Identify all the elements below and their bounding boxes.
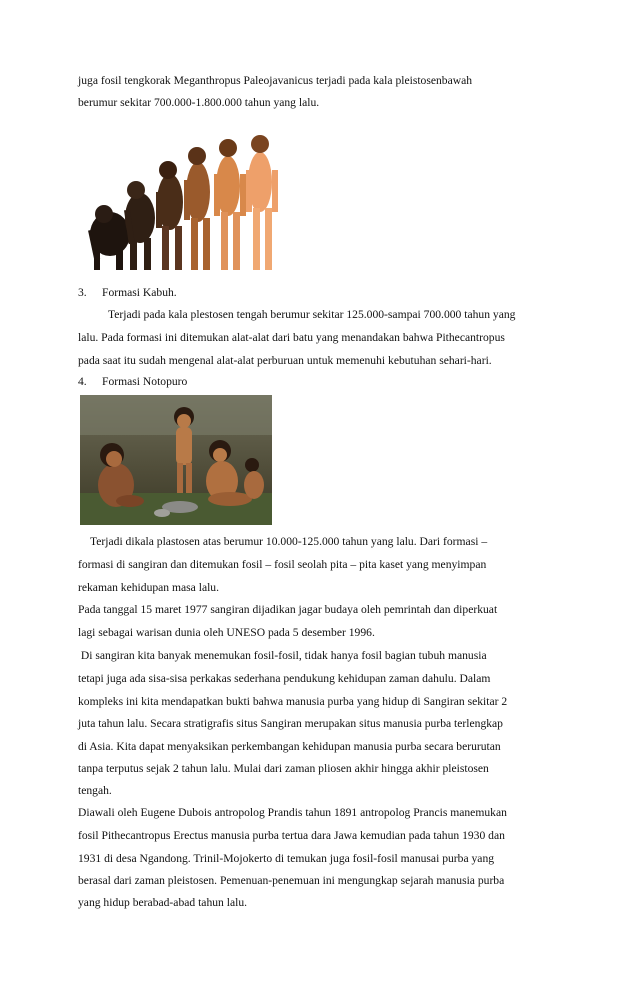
paragraph-line: juta tahun lalu. Secara stratigrafis situs Sangiran merupakan situs manusia purba terlengkap [78, 717, 503, 730]
early-humans-scene-image [80, 395, 272, 525]
paragraph-line: lalu. Pada formasi ini ditemukan alat-alat dari batu yang menandakan bahwa Pithecantropus [78, 331, 505, 344]
section-title: Formasi Kabuh. [102, 286, 177, 299]
section-title: Formasi Notopuro [102, 375, 188, 388]
paragraph-line: Terjadi dikala plastosen atas berumur 10.000-125.000 tahun yang lalu. Dari formasi – [90, 535, 488, 548]
paragraph-line: pada saat itu sudah mengenal alat-alat perburuan untuk memenuhi kebutuhan sehari-hari. [78, 354, 492, 367]
paragraph-line: berasal dari zaman pleistosen. Pemenuan-penemuan ini mengungkap sejarah manusia purba [78, 874, 505, 887]
paragraph-line: tanpa terputus sejak 2 tahun lalu. Mulai dari zaman pliosen akhir hingga akhir pleistosen [78, 762, 489, 775]
paragraph-line: yang hidup berabad-abad tahun lalu. [78, 896, 248, 909]
paragraph-line: lagi sebagai warisan dunia oleh UNESO pada 5 desember 1996. [78, 626, 375, 639]
section-heading [78, 371, 187, 393]
paragraph-line: kompleks ini kita mendapatkan bukti bahwa manusia purba yang hidup di Sangiran sekitar 2 [78, 695, 508, 708]
paragraph-line: tengah. [78, 784, 112, 797]
paragraph-line: berumur sekitar 700.000-1.800.000 tahun yang lalu. [78, 96, 320, 109]
paragraph-line: Terjadi pada kala plestosen tengah berumur sekitar 125.000-sampai 700.000 tahun yang [108, 308, 516, 321]
paragraph-line: 1931 di desa Ngandong. Trinil-Mojokerto di temukan juga fosil-fosil manusai purba yang [78, 852, 495, 865]
section-number: 3. [78, 286, 87, 299]
paragraph-line: Pada tanggal 15 maret 1977 sangiran dijadikan jagar budaya oleh pemrintah dan diperkuat [78, 603, 498, 616]
section-heading [78, 282, 177, 304]
paragraph-line: juga fosil tengkorak Meganthropus Paleojavanicus terjadi pada kala pleistosenbawah [78, 74, 473, 87]
paragraph-line: formasi di sangiran dan ditemukan fosil – fosil seolah pita – pita kaset yang menyimpan [78, 558, 487, 571]
section-number: 4. [78, 375, 87, 388]
human-evolution-image [80, 122, 292, 274]
paragraph-line: fosil Pithecantropus Erectus manusia purba tertua dara Jawa kemudian pada tahun 1930 dan [78, 829, 505, 842]
paragraph-line: tetapi juga ada sisa-sisa perkakas sederhana pendukung kehidupan zaman dahulu. Dalam [78, 672, 491, 685]
paragraph-line: Diawali oleh Eugene Dubois antropolog Prandis tahun 1891 antropolog Prancis manemukan [78, 806, 507, 819]
paragraph-line: di Asia. Kita dapat menyaksikan perkembangan kehidupan manusia purba secara berurutan [78, 740, 501, 753]
paragraph-line: Di sangiran kita banyak menemukan fosil-fosil, tidak hanya fosil bagian tubuh manusia [78, 649, 487, 662]
paragraph-line: rekaman kehidupan masa lalu. [78, 581, 220, 594]
